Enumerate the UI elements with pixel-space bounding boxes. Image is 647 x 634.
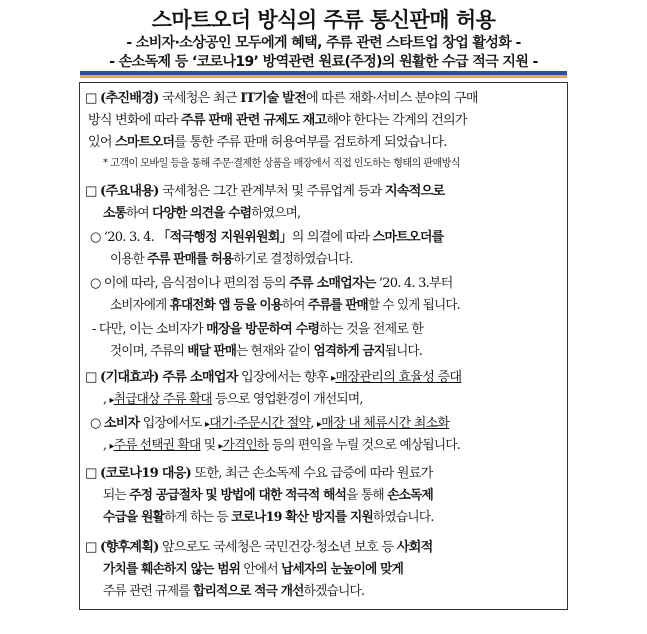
footnote: * 고객이 모바일 등을 통해 주문·결제한 상품을 매장에서 직접 인도하는 형태의 판매방식 — [103, 157, 461, 169]
main-content-line-6: 소비자에게 휴대전화 앱 등을 이용하여 주류를 판매할 수 있게 됩니다. — [110, 298, 460, 313]
plan-line-2: 가치를 훼손하지 않는 범위 안에서 납세자의 눈높이에 맞게 — [103, 562, 404, 577]
effects-line-2: , ▸취급대상 주류 확대 등으로 영업환경이 개선되며, — [103, 392, 363, 407]
page-title: 스마트오더 방식의 주류 통신판매 허용 — [151, 8, 496, 32]
covid-line-2: 되는 주정 공급절차 및 방법에 대한 적극적 해석을 통해 손소독제 — [103, 488, 433, 503]
main-content-line-7: - 다만, 이는 소비자가 매장을 방문하여 수령하는 것을 전제로 한 — [92, 322, 424, 337]
background-line-2: 방식 변화에 따라 주류 판매 관련 규제도 재고해야 한다는 각계의 건의가 — [88, 113, 467, 128]
covid-line-3: 수급을 원활하게 하는 등 코로나19 확산 방지를 지원하였습니다. — [103, 510, 434, 525]
background-line-3: 있어 스마트오더를 통한 주류 판매 허용여부를 검토하게 되었습니다. — [88, 135, 447, 150]
main-content-line-1: □ (주요내용) 국세청은 그간 관계부처 및 주류업계 등과 지속적으로 — [85, 184, 445, 199]
main-content-line-5: ○ 이에 따라, 음식점이나 편의점 등의 주류 소매업자는 ’20. 4. 3.부터 — [90, 276, 453, 291]
effects-line-1: □ (기대효과) 주류 소매업자 입장에서는 향후 ▸매장관리의 효율성 증대 — [85, 370, 462, 385]
subtitle-2: - 손소독제 등 ‘코로나19’ 방역관련 원료(주정)의 원활한 수급 적극 지원 - — [109, 54, 538, 70]
main-content-line-2: 소통하여 다양한 의견을 수렴하였으며, — [103, 206, 301, 221]
plan-line-3: 주류 관련 규제를 합리적으로 적극 개선하겠습니다. — [103, 584, 365, 599]
background-line-1: □ (추진배경) 국세청은 최근 IT기술 발전에 따른 재화·서비스 분야의 구매 — [85, 91, 478, 106]
effects-line-4: , ▸주류 선택권 확대 및 ▸가격인하 등의 편익을 누릴 것으로 예상됩니다. — [103, 438, 461, 453]
subtitle-1: - 소비자·소상공인 모두에게 혜택, 주류 관련 스타트업 창업 활성화 - — [126, 35, 521, 51]
header-rule-gold — [80, 75, 567, 78]
main-content-line-8: 것이며, 주류의 배달 판매는 현재와 같이 엄격하게 금지됩니다. — [110, 344, 423, 359]
effects-line-3: ○ 소비자 입장에서도 ▸대기·주문시간 절약, ▸매장 내 체류시간 최소화 — [90, 416, 450, 431]
main-content-line-4: 이용한 주류 판매를 허용하기로 결정하였습니다. — [110, 252, 353, 267]
plan-line-1: □ (향후계획) 앞으로도 국세청은 국민건강·청소년 보호 등 사회적 — [85, 540, 433, 555]
covid-line-1: □ (코로나19 대응) 또한, 최근 손소독제 수요 급증에 따라 원료가 — [85, 466, 433, 481]
main-content-line-3: ○ ‘20. 3. 4. 「적극행정 지원위원회」의 의결에 따라 스마트오더를 — [90, 230, 444, 245]
